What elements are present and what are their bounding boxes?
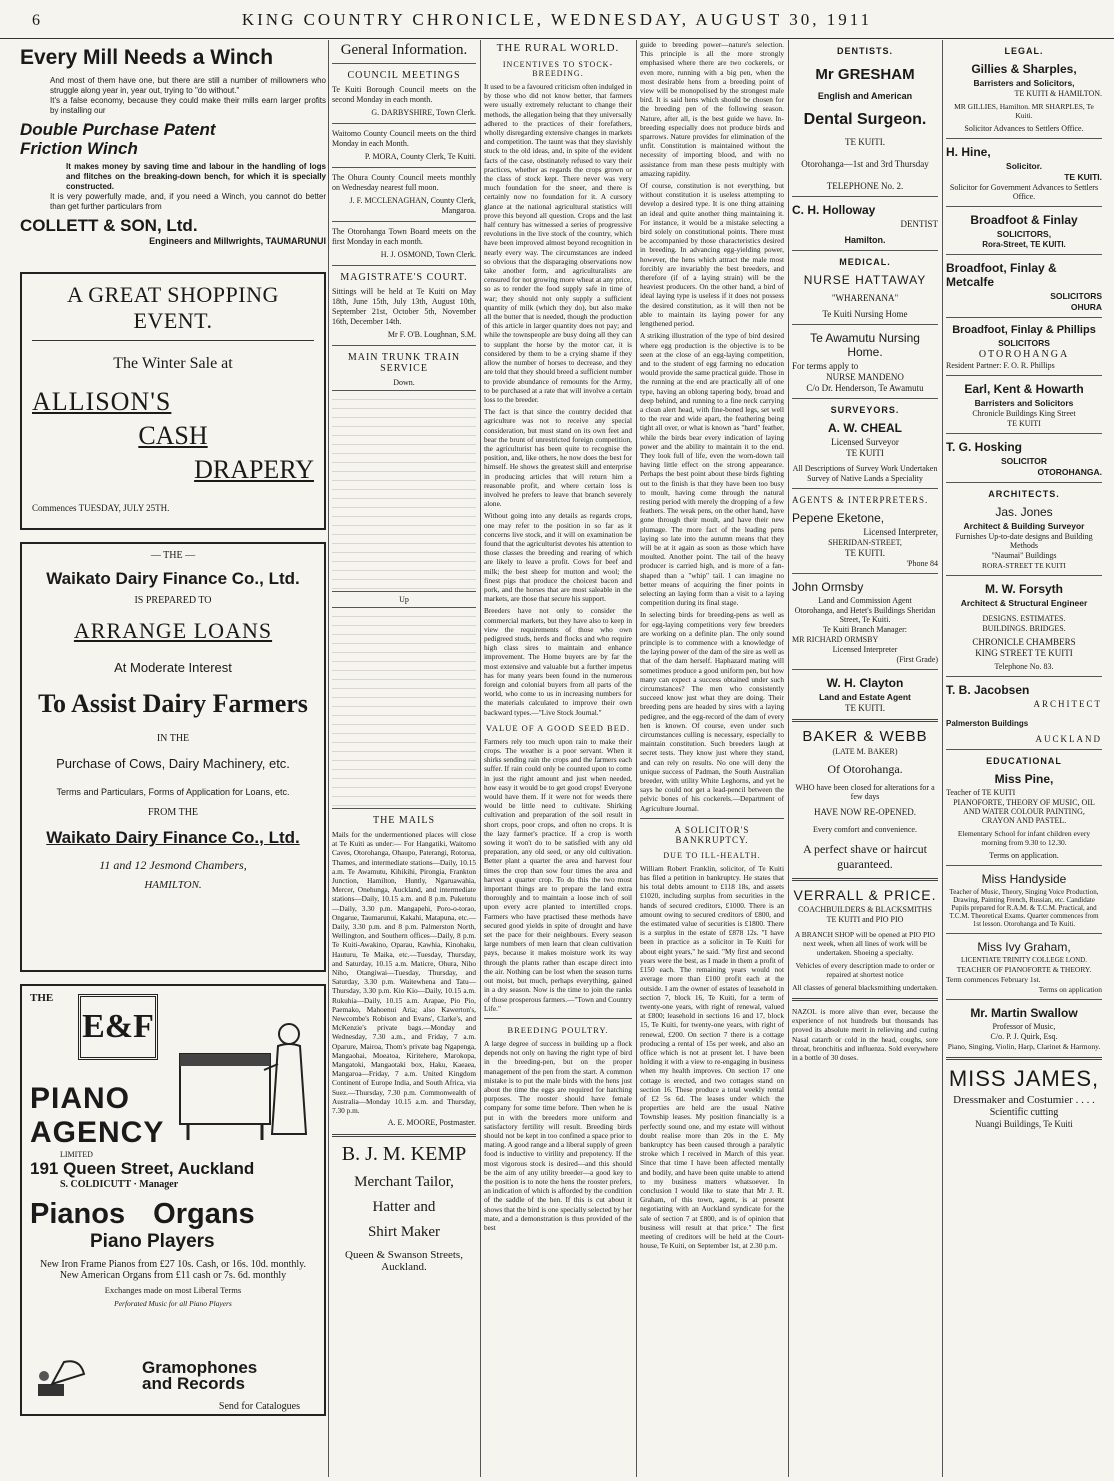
james-line: Nuangi Buildings, Te Kuiti: [975, 1119, 1073, 1129]
jones-line: RORA-STREET TE KUITI: [982, 561, 1066, 570]
legal-heading: LEGAL.: [1004, 46, 1044, 56]
winch-body: It makes money by saving time and labour in the handling of logs and flitches on the breaking-down bench, for which it is specially constructed.: [66, 162, 326, 191]
bfp-partner: Resident Partner: F. O. R. Phillips: [946, 361, 1055, 370]
poultry-paragraph: In selecting birds for breeding-pens as well as for egg-laying competitions very few breeders are working on a definite plan. The only sound principle is to commence with a knowledge of the laying power of the dam of the sire as well as that of the dam herself. Haphazard mating will sometimes produce a good uniform pen, but how many can expect a success obtained under such circumstances? The men who consistently succeed know just what they are doing. Their breeding pens are headed by sires with a laying pedigree, and the egg-record of the dam of every hen is known. Of course, even under such circumstances culling is necessary, especially to maintain constitution. Such breeders laugh at secret tests. They know just where they stand, and can rely on results. No one will deny the unique success of Padman, the South Australian breeder, with utility White Leghorns, and yet he says he could not get a lead-pencil between the pelvic bones of his cockerels.—Department of Agriculture Journal.: [640, 610, 784, 813]
allison-intro: The Winter Sale at: [113, 355, 233, 372]
cheal-role: Licensed Surveyor: [831, 437, 899, 447]
kemp-name: B. J. M. KEMP: [341, 1143, 467, 1166]
jacobsen-building: Palmerston Buildings: [946, 719, 1029, 728]
column-rule: [942, 40, 943, 1477]
te-awamutu-terms: For terms apply to: [792, 361, 859, 371]
poultry-heading: BREEDING POULTRY.: [507, 1024, 609, 1035]
winch-firm-sub: Engineers and Millwrights, TAUMARUNUI: [149, 236, 326, 246]
council-signature: G. DARBYSHIRE, Town Clerk.: [371, 108, 476, 117]
broadfoot-place: Rora-Street, TE KUITI.: [982, 240, 1066, 249]
surveyors-heading: SURVEYORS.: [830, 405, 900, 415]
council-signature: H. J. OSMOND, Town Clerk.: [380, 250, 476, 259]
clayton-name: W. H. Clayton: [826, 676, 904, 690]
jones-role: Architect & Building Surveyor: [963, 521, 1085, 531]
gillies-advances: Solicitor Advances to Settlers Office.: [964, 124, 1084, 133]
allison-headline: A GREAT SHOPPING EVENT.: [32, 282, 314, 341]
bfp-name: Broadfoot, Finlay & Phillips: [952, 324, 1096, 336]
waikato-terms: Terms and Particulars, Forms of Application for Loans, etc.: [56, 787, 290, 797]
council-notice: Waitomo County Council meets on the third Monday in each Month.: [332, 129, 476, 148]
poultry-article: A large degree of success in building up a flock depends not only on having the right type of bird in the breeding-pen, but on the proper management of the pen from the start. A common mistake is to put the male birds with the hens just about the time the eggs are required for hatching purposes. The rooster should have female company for some time before. Then when he is put in with the breeders more uniform and satisfactory fertility will result. Breeding birds should not be kept in too confined a space prior to mating. A good range and a liberal supply of green food is inductive to virility and prepotency. If the most vigorous stock is desired—and this should be the aim of any utility breeder—a good key to the position is to note the hens the rooster prefers, an indication of which is afforded by the condition of the saddle of the hen. If this is cut about it shows that the bird is one specially selected by her mate, and a demonstration is thus provided of the best: [484, 1038, 632, 1232]
nurse-home: "WHARENANA": [831, 293, 899, 303]
waikato-arrange: ARRANGE LOANS: [73, 618, 273, 643]
pine-line: Terms on application.: [989, 851, 1059, 860]
column-rule: [328, 40, 329, 1477]
forsyth-name: M. W. Forsyth: [985, 582, 1063, 596]
solicitor-subheading: DUE TO ILL-HEALTH.: [663, 850, 761, 860]
winch-intro: And most of them have one, but there are still a number of millowners who struggle along year in, year out, trying to "do without.": [50, 76, 326, 95]
magistrate-notice: Sittings will be held at Te Kuiti on May 18th, June 15th, July 13th, August 10th, September 21st, October 5th, November 16th, December 14th.: [332, 287, 476, 326]
winch-body2: It is very powerfully made, and, if you need a Winch, you cannot do better than get further particulars from: [50, 192, 326, 211]
te-awamutu-home: Te Awamutu Nursing Home.: [810, 331, 920, 359]
solicitor-article: William Robert Franklin, solicitor, of Te Kuiti has filed a petition in bankruptcy. He states that his total debts amount to £118 18s, and assets £1020, including surplus from securities in the hands of secured creditors, £1000. There is an amount owing to secured creditors of £800, and the estimated value of securities is £1800. There is a surplus in the estate of £878 12s. "I have been in practice as a solicitor in Te Kuiti for about eight years," he said. "My first and second years were the best, as I made in them a profit of £150 each. The remaining years would not average more than £100 profit each at the outside. I am the owner of estates of leasehold in section 7, block 16, Te Kuiti, for a term of twenty-one years, with right of renewal, valued at £800; leasehold in sections 16 and 17, block 15, Te Kuiti, for twenty-one years, with right of renewal, £200. On section 7 there is a cottage producing a rental of 15s per week, and also an office which is not at present let. I have been holding it with a view to re-engaging in business when my health improves. On section 17 one cottage is erected, and two cottages stand on section 16. These produce a total weekly rental of £2 5s 6d. The leases under which the properties are held are the usual Native Township leases. My position financially is a perfectly sound one, and my estate will without doubt realise more than 20s in the £. My bankruptcy has been caused through a paralytic stroke which I received in March of this year. Since that time I have been affected mentally and bodily, and have been quite unable to attend to my business matters whatsoever. In conclusion I would like to state that Mr J. R. Graham, of this town, agent, is at present negotiating with an Auckland syndicate for the sale of section 7 at £800, and is of opinion that business will result at that price." The first meeting of creditors will be held at the Court-house, Te Kuiti, on September 1st, at 2.30 p.m.: [640, 863, 784, 1251]
gresham-title: Dental Surgeon.: [803, 111, 927, 128]
allison-name: ALLISON'S: [32, 387, 172, 416]
piano-street: 191 Queen Street, Auckland: [30, 1159, 255, 1178]
ormsby-address: Otorohanga, and Hetet's Buildings Sheridan Street, Te Kuiti.: [794, 606, 936, 624]
jones-line: Furnishes Up-to-date designs and Building Methods: [955, 532, 1093, 550]
waikato-company2: Waikato Dairy Finance Co., Ltd.: [46, 828, 300, 847]
waikato-city: HAMILTON.: [144, 879, 202, 891]
column-poultry-continued: [638, 40, 786, 1477]
hine-role: Solicitor.: [1006, 161, 1042, 171]
dentists-heading: DENTISTS.: [836, 46, 893, 56]
piano-limited: LIMITED: [60, 1150, 93, 1159]
baker-webb-name: BAKER & WEBB: [802, 728, 928, 745]
allison-cash: CASH: [138, 421, 208, 450]
ormsby-interpreter: Licensed Interpreter: [832, 645, 898, 654]
pepene-phone: 'Phone 84: [906, 559, 938, 568]
piano-gramophones: Gramophones: [142, 1358, 258, 1377]
waikato-finance-advertisement: [20, 542, 326, 972]
verrall-name: VERRALL & PRICE.: [793, 887, 937, 903]
te-awamutu-doctor: C/o Dr. Henderson, Te Awamutu: [806, 383, 924, 393]
baker-of: Of Otorohanga.: [827, 762, 903, 776]
ekh-name: Earl, Kent & Howarth: [964, 382, 1084, 396]
nurse-hattaway: NURSE HATTAWAY: [803, 273, 927, 287]
holloway-place: Hamilton.: [844, 235, 886, 245]
verrall-place: TE KUITI and PIO PIO: [826, 915, 904, 924]
pine-line: Teacher of TE KUITI: [946, 788, 1016, 797]
kemp-line: Shirt Maker: [367, 1224, 441, 1241]
poultry-paragraph: guide to breeding power—nature's selection. This principle is all the more strongly emphasised where there are two cockerels, or even more, running with a big pen, when the most desirable hens from a breeding point of view will be monopolised by the strongest male bird. It is said hens which should be chosen for the breeding pen of the following season. Nature, after all, is the best guide we have. In-breeding especially does not produce birds and sparrows. Nature provides for elimination of the unfit. Constitution is maintained without the necessity of importing blood, and with no assistance from man these pests multiply with amazing rapidity.: [640, 40, 784, 178]
allison-drapery: DRAPERY: [194, 455, 314, 484]
jacobsen-place: AUCKLAND: [1035, 734, 1102, 744]
organs-word: Organs: [153, 1198, 255, 1230]
graham-line: TEACHER OF PIANOFORTE & THEORY.: [956, 965, 1092, 974]
cheal-place: TE KUITI: [846, 448, 884, 458]
verrall-role: COACHBUILDERS & BLACKSMITHS: [798, 905, 932, 914]
pepene-street: SHERIDAN-STREET,: [828, 538, 902, 547]
pine-line: Elementary School for infant children every morning from 9.30 to 12.30.: [957, 829, 1091, 847]
cheal-line: Survey of Native Lands a Speciality: [807, 474, 923, 483]
cheal-line: All Descriptions of Survey Work Undertaken: [792, 464, 938, 473]
educational-heading: EDUCATIONAL: [986, 756, 1062, 766]
swallow-line: Piano, Singing, Violin, Harp, Clarinet & Harmony.: [947, 1042, 1101, 1051]
allison-advertisement: [20, 272, 326, 530]
piano-logo-text: E&F: [82, 1008, 154, 1045]
baker-comfort: Every comfort and convenience.: [813, 825, 917, 834]
council-notice: The Ohura County Council meets monthly on Wednesday nearest full moon.: [332, 173, 476, 192]
waikato-moderate: At Moderate Interest: [114, 660, 232, 675]
poultry-paragraph: A striking illustration of the type of bird desired where egg production is the objective is to be seen at the close of an egg-laying competition, and to the student of egg farming no education would provide the same practical guide. Those in the running at the end are practically all of one type, having an oblong tapering body, broad and deep behind, and running to a fine neck carrying a clean alert head, with fine-boned legs, set well to the rear and wide apart, the feathering being tight all over, or what is known as "hard" feather, while the birds bear every indication of laying power and the ability to maintain it to the end. They look full of life, even the worn-down tail having little effect on the strong appearance. Perhaps the best point about these birds fighting out to the finish is that they have been too busy to moult, having come through the natural resting period with merely the dropping of a few feathers. The weak pens, on the other hand, have gone through their moult, and have their new plumage. The more fact of the leading pens laying so late into the autumn means that they will be at it again as soon as those which have moulted. Another point. The tail of the heavy producer is carried high, and is more of a fan-shaped than a "whip" tail. I can imagine no better means of acquiring the finer points in selecting an laying form than a visit to a laying competition during its final stage.: [640, 331, 784, 608]
cheal-name: A. W. CHEAL: [828, 421, 902, 435]
holloway-name: C. H. Holloway: [792, 203, 876, 217]
magistrate-heading: MAGISTRATE'S COURT.: [340, 272, 468, 283]
gramophone-icon: [34, 1354, 88, 1398]
pianos-organs: [30, 1198, 316, 1231]
ormsby-grade: (First Grade): [896, 655, 938, 664]
agency-word: AGENCY: [30, 1116, 165, 1149]
allison-footer: Commences TUESDAY, JULY 25TH.: [32, 503, 170, 513]
gresham-place: TE KUITI.: [845, 137, 885, 147]
hosking-place: OTOROHANGA.: [1037, 467, 1102, 477]
piano-perforated: Perforated Music for all Piano Players: [114, 1299, 232, 1308]
gillies-role: Barristers and Solicitors,: [973, 78, 1075, 88]
clayton-place: TE KUITI.: [845, 703, 885, 713]
gillies-name: Gillies & Sharples,: [971, 62, 1077, 76]
graham-line: Terms on application: [1038, 985, 1102, 994]
page-number: 6: [32, 12, 40, 29]
clayton-role: Land and Estate Agent: [819, 692, 911, 702]
column-rule: [788, 40, 789, 1477]
piano-logo: [78, 994, 158, 1060]
gresham-telephone: TELEPHONE No. 2.: [826, 181, 904, 191]
verrall-vehicles: Vehicles of every description made to order or repaired at shortest notice: [795, 961, 935, 979]
verrall-branch: A BRANCH SHOP will be opened at PIO PIO next week, when all lines of work will be undertaken. Shoeing a specialty.: [794, 930, 936, 957]
column-rule: [480, 40, 481, 1477]
broadfoot-name: Broadfoot & Finlay: [970, 213, 1078, 227]
waikato-address: 11 and 12 Jesmond Chambers,: [99, 858, 247, 872]
hine-name: H. Hine,: [946, 145, 991, 159]
piano-players: Piano Players: [90, 1231, 215, 1252]
ekh-address: Chronicle Buildings King Street: [972, 409, 1076, 418]
james-name: MISS JAMES,: [948, 1066, 1100, 1091]
nazol-advertisement: NAZOL is more alive than ever, because the experience of not hundreds but thousands has proved its absolute merit in relieving and curing Nasal catarrh or cold in the head, coughs, sore throat, bronchitis and influenza. Sold everywhere in a bottle of 30 doses.: [792, 1007, 938, 1063]
graham-line: Term commences February 1st.: [946, 975, 1041, 984]
gresham-sub: English and American: [817, 91, 913, 101]
gresham-otorohanga: Otorohanga—1st and 3rd Thursday: [801, 159, 929, 169]
magistrate-signature: Mr F. O'B. Loughnan, S.M.: [387, 330, 476, 339]
waikato-the: — THE —: [150, 550, 196, 561]
forsyth-line: KING STREET TE KUITI: [975, 648, 1073, 658]
te-awamutu-nurse: NURSE MANDENO: [826, 372, 904, 382]
bfm-place: OHURA: [1070, 302, 1102, 312]
bfm-role: SOLICITORS: [1050, 291, 1102, 301]
waikato-purchase: Purchase of Cows, Dairy Machinery, etc.: [56, 756, 290, 771]
rural-paragraph: Without going into any details as regards crops, one may refer to the position in so far as it concerns live stock, and it will on examination be found that the agriculturist devotes his attention to those classes the breeding and rearing of which are likely to leave a profit. Cows for beef and milk; the best sheep for mutton and wool; the finest pigs that produce the choicest bacon and pork, and the horses that are most saleable in the markets, are those that secure his support.: [484, 511, 632, 604]
forsyth-line: CHRONICLE CHAMBERS: [972, 637, 1076, 647]
masthead: [0, 0, 1114, 39]
ormsby-name: John Ormsby: [792, 580, 864, 594]
piano-manager: S. COLDICUTT · Manager: [60, 1179, 179, 1190]
medical-heading: MEDICAL.: [839, 257, 891, 267]
ormsby-role: Land and Commission Agent: [818, 596, 912, 605]
bfm-name: Broadfoot, Finlay & Metcalfe: [946, 261, 1057, 289]
holloway-role: DENTIST: [900, 219, 938, 229]
broadfoot-role: SOLICITORS,: [996, 229, 1052, 239]
ormsby-manager: MR RICHARD ORMSBY: [792, 635, 879, 644]
verrall-blacksmithing: All classes of general blacksmithing undertaken.: [792, 983, 938, 992]
baker-late: (LATE M. BAKER): [832, 747, 898, 756]
column-advertisements: [20, 40, 326, 1477]
poultry-paragraph: Of course, constitution is not everything, but without constitution it is useless attempting to develop a desired type. It is one thing attaining an ideal and quite another thing maintaining it. For instance, it would be a mistake selecting a bird solely on constitutional points. There must be accompanied by those characteristics desired in breeding. In advancing egg-yielding power, however, the hens which attract the male most forcibly are invariably the best breeders, and therefore (if of a laying strain) will be the heaviest producers. On the other hand, a bird of ideal laying type is useless if it does not possess the desired constitution, as it will then not be able to maintain its laying power for any lengthened period.: [640, 181, 784, 329]
column-rural-world: [482, 40, 634, 1477]
graham-name: Miss Ivy Graham,: [977, 940, 1071, 954]
hosking-role: SOLICITOR: [1000, 456, 1048, 466]
train-up-label: Up: [399, 595, 409, 604]
gillies-partners: MR GILLIES, Hamilton. MR SHARPLES, Te Kuiti.: [954, 102, 1094, 120]
rural-paragraph: The fact is that since the country decided that agriculture was not to receive any special consideration, but must stand on its own feet and bear the brunt of unrestricted foreign competition, the agriculturist has been quite to recognise the position, and, like others, he now does the best for himself. He shows the greatest skill and enterprise in producing articles that will return him a reasonable profit, and where certain loss is involved he prefers to leave that branch severely alone.: [484, 407, 632, 509]
seed-heading: VALUE OF A GOOD SEED BED.: [485, 722, 631, 733]
council-signature: J. F. MCCLENAGHAN, County Clerk, Mangaroa.: [349, 196, 476, 215]
baker-reopened: HAVE NOW RE-OPENED.: [814, 807, 916, 817]
kemp-line: Queen & Swanson Streets,: [345, 1249, 463, 1262]
waikato-prepared: IS PREPARED TO: [134, 595, 212, 606]
piano-illustration: [174, 994, 314, 1144]
james-line: Dressmaker and Costumier . . . .: [953, 1094, 1095, 1106]
waikato-inthe: IN THE: [156, 733, 190, 744]
jones-line: "Naumai" Buildings: [991, 551, 1057, 560]
graham-line: LICENTIATE TRINITY COLLEGE LOND.: [961, 956, 1087, 964]
winch-product: Double Purchase Patent Friction Winch: [20, 120, 216, 158]
ekh-role: Barristers and Solicitors: [974, 398, 1074, 408]
jones-name: Jas. Jones: [995, 505, 1053, 519]
architects-heading: ARCHITECTS.: [988, 489, 1060, 499]
council-signature: P. MORA, County Clerk, Te Kuiti.: [364, 152, 476, 161]
winch-firm: COLLETT & SON, Ltd.: [20, 216, 198, 235]
winch-intro2: It's a false economy, because they could make their mills earn larger profits by installing our: [50, 96, 326, 115]
handyside-line: Teacher of Music, Theory, Singing Voice Production, Drawing, Painting French, Russian, etc. Candidate Pupils prepared for R.A.M. & T.C.M. Practical, and T.C.M. Theoretical Exams. Quarter commences from 1st lesson. Otorohanga and Te Kuiti.: [949, 888, 1099, 928]
gillies-place: TE KUITI & HAMILTON.: [1014, 89, 1102, 98]
bfp-place: OTOROHANGA: [978, 349, 1070, 360]
swallow-line: C/o. P. J. Quirk, Esq.: [990, 1032, 1058, 1041]
mails-heading: THE MAILS: [372, 815, 436, 826]
pepene-role: Licensed Interpreter,: [863, 527, 938, 537]
jacobsen-name: T. B. Jacobsen: [946, 683, 1030, 697]
swallow-name: Mr. Martin Swallow: [970, 1006, 1078, 1020]
rural-paragraph: It used to be a favoured criticism often indulged in by those who did not know better, that farmers were usually extremely reluctant to change their methods, the allegation being that they universally adhered to the practices of their forefathers, wholly disregarding extensive changes in markets and competition. The taunt was that they slavishly stuck to the old ideas, and, in spite of the evident facts of the case, obstinately refused to vary their practices, whether as regards the crops grown or the class of stock kept. There never was very much foundation for the sneer, and there is certainly now no foundation for it. A cursory glance at the national agricultural statistics will prove this beyond all question. Crops and the last half century has witnessed a series of progressive revolutions in the live stock of the country, which have been improved almost beyond recognition in nearly every way. The circumstances are indeed so obvious that the disparaging observations now take another form, and agriculturalists are censured for not growing more wheat at any price, so as to render the food supply safe in time of war; they should not only supply a sufficient quantity of milk (which they do), but also make all the butter that is needed, though the production of this article in larger quantity does not pay; and while the townspeople are busy doing all they can to supplant the horse by the motor car, it is considered by them to be a crying shame if they allow the number of horses to decrease, and they are told that they should breed a sufficient number to provide abundance of remounts for the Army, to be purchased at a rate that will involve a certain loss to the breeder.: [484, 82, 632, 404]
piano-iron: New Iron Frame Pianos from £27 10s. Cash, or 16s. 10d. monthly. New American Organs from £11 cash or 7s. 6d. monthly: [40, 1259, 306, 1281]
handyside-name: Miss Handyside: [981, 872, 1067, 886]
rural-title: THE RURAL WORLD.: [496, 42, 620, 54]
nurse-place: Te Kuiti Nursing Home: [822, 309, 908, 319]
solicitor-heading: A SOLICITOR'S BANKRUPTCY.: [674, 824, 750, 845]
forsyth-role: Architect & Structural Engineer: [960, 598, 1088, 608]
column-rule: [636, 40, 637, 1477]
train-down-table: [332, 390, 476, 592]
winch-advertisement: [20, 46, 326, 266]
column-legal: [944, 40, 1104, 1477]
column-professional-cards: [790, 40, 940, 1477]
waikato-from: FROM THE: [147, 807, 199, 818]
mails-signature: A. E. MOORE, Postmaster.: [387, 1118, 476, 1128]
train-heading: MAIN TRUNK TRAIN SERVICE: [347, 352, 461, 374]
piano-catalogue: Send for Catalogues: [218, 1401, 300, 1412]
forsyth-line: BUILDINGS. BRIDGES.: [982, 624, 1066, 633]
jacobsen-role: ARCHITECT: [1033, 699, 1102, 709]
piano-the: THE: [30, 992, 54, 1004]
baker-shave: A perfect shave or haircut guaranteed.: [803, 842, 927, 871]
council-heading: COUNCIL MEETINGS: [347, 70, 461, 81]
piano-exchanges: Exchanges made on most Liberal Terms: [104, 1285, 242, 1295]
seed-article: Farmers rely too much upon rain to make their crops. The weather is a poor servant. When it shirks sending rain the crops and the farmers each suffer. If rain could only be counted upon to come in just the right amount and just when needed, how easy it would be to get good crops! Everyone would have them. If it were not for weeds there would be little need to cultivate. Shirking cultivation and preparation of the soil result in short crops, poor crops, and often no crops. It is the lazy farmer's practice. If a crop is worth sowing it won't do to be satisfied with any old preparation, any old seed, or any old cultivation. Better plant a quarter the area and harvest four times the crop than sow four times the area and harvest a quarter crop. To do this the two most important things are to prepare the land extra thoroughly and to maintain a loose inch of soil upon every acre planted to intertilled crops. Farmers who have practised these methods have secured good yields in spite of drought and have set the pace for their neighbours. Every season large numbers of men learn that clean cultivation pays, because it makes moisture work its way through the plants rather than escape direct into the air. Nothing can be lost when the season turns out moist, but much, perhaps everything, gained in a dry season. Now is the time to join the ranks of those prosperous farmers.—"Town and Country Life.": [484, 736, 632, 1013]
piano-records: and Records: [142, 1374, 245, 1393]
mails-notice: Mails for the undermentioned places will close at Te Kuiti as under:— For Hangatiki, Waitomo Caves, Otorohanga, Ohaupo, Paterangi, Rotorua, Thames, and intermediate stations—Daily, 10.15 a.m. Te Awamutu, Kihikihi, Pirongia, Frankton Junction, Hamilton, Huntly, Ngaruawahia, Mercer, Onehunga, Auckland, and intermediate stations—Daily, 10.15 a.m. and 8 p.m. Puketutu—Daily, 3.30 p.m. Mangapehi, Poro-o-torao, Ongarue, Taumarunui, Kakahi, Matapuna, etc.—Daily, 3.30 p.m. and 8 p.m. Palmerston North, Wellington, and Southern offices—Daily, 8 p.m. Te Kuiti-Awakino, Oparau, Kawhia, Kinohaku, Hauturu, Te Maika, etc.—Tuesday, Thursday, and Saturday, 10.15 a.m. Maticre, Ohura, Niho Niho, Otangiwai—Tuesday, Thursday, and Saturday, 3.30 p.m. Waitewhena and Tatu—Thursday, 3.30 p.m. Kio Kio—Daily, 10.15 a.m. Rukuhia—Daily, 10.15 a.m. Arapae, Pio Pio, Paemako, Mahoenui Aria; also Kawerton's, Newcombe's Robison and Evans', Clarke's, and McKenzie's private bags.—Monday and Wednesday, 7.30 a.m., and Friday, 7 a.m. Oparure, Mairoa, Thom's private bag Ngapenga, Mangaohai, Moeatoa, Kiritehere, Marokopa, Mangatoki, Mangaotaki box, Haku, Kaeaea, Mangaroa—Friday, 7 a.m. United Kingdom Continent of Europe India, and South Africa, via Suez.—Thursday, 7.30 p.m. Commonwealth of Australia—Monday 10.15 a.m. and Thursday, 7.30 p.m.: [332, 830, 476, 1116]
kemp-line: Auckland.: [381, 1261, 427, 1274]
waikato-company: Waikato Dairy Finance Co., Ltd.: [46, 569, 300, 588]
general-title: General Information.: [332, 42, 476, 64]
forsyth-line: DESIGNS. ESTIMATES.: [982, 614, 1066, 623]
james-line: Scientific cutting: [989, 1107, 1059, 1118]
kemp-line: Merchant Tailor,: [354, 1174, 454, 1191]
pepene-name: Pepene Eketone,: [792, 511, 885, 525]
piano-word: PIANO: [30, 1082, 131, 1115]
pepene-place: TE KUITI.: [845, 548, 885, 558]
column-general-information: [330, 40, 478, 1477]
baker-closed: WHO have been closed for alterations for a few days: [795, 783, 935, 801]
pine-line: PIANOFORTE, THEORY OF MUSIC, OIL AND WATER COLOUR PAINTING, CRAYON AND PASTEL.: [953, 798, 1095, 825]
rural-paragraph: Breeders have not only to consider the commercial markets, but they have also to keep in view the requirements of those who own pedigreed studs, herds and flocks and who require high class sires to maintain and enhance improvement. The Home buyers are by far the most extensive and valuable but a further impetus has for many years been found in the numerous foreign and colonial buyers from all parts of the world, who come to us in increasing numbers for the materials calculated to improve their own backward types.—"Live Stock Journal.": [484, 606, 632, 717]
council-notice: Te Kuiti Borough Council meets on the second Monday in each month.: [332, 85, 476, 104]
rural-subtitle: INCENTIVES TO STOCK-BREEDING.: [502, 60, 614, 78]
masthead-title: KING COUNTRY CHRONICLE, WEDNESDAY, AUGUST 30, 1911: [241, 10, 873, 29]
kemp-line: Hatter and: [372, 1199, 436, 1216]
gresham-name: Mr GRESHAM: [815, 66, 915, 83]
train-up-table: [332, 607, 476, 809]
forsyth-telephone: Telephone No. 83.: [994, 662, 1054, 671]
swallow-line: Professor of Music,: [992, 1022, 1056, 1031]
agents-heading: AGENTS & INTERPRETERS.: [792, 495, 929, 505]
pine-name: Miss Pine,: [994, 772, 1054, 786]
council-notice: The Otorohanga Town Board meets on the first Monday in each month.: [332, 227, 476, 246]
pianos-word: Pianos: [30, 1198, 126, 1230]
ekh-place: TE KUITI: [1007, 419, 1041, 428]
winch-headline: Every Mill Needs a Winch: [20, 46, 274, 69]
hine-place: TE KUITI.: [1064, 172, 1102, 182]
bfp-role: SOLICITORS: [998, 338, 1050, 348]
piano-agency-advertisement: [20, 984, 326, 1416]
train-down-label: Down.: [393, 378, 415, 387]
hosking-name: T. G. Hosking: [946, 440, 1023, 454]
waikato-assist: To Assist Dairy Farmers: [38, 689, 308, 718]
ormsby-branch: Te Kuiti Branch Manager:: [822, 625, 908, 634]
hine-advances: Solicitor for Government Advances to Settlers Office.: [949, 183, 1099, 201]
kemp-advertisement: [332, 1143, 476, 1273]
